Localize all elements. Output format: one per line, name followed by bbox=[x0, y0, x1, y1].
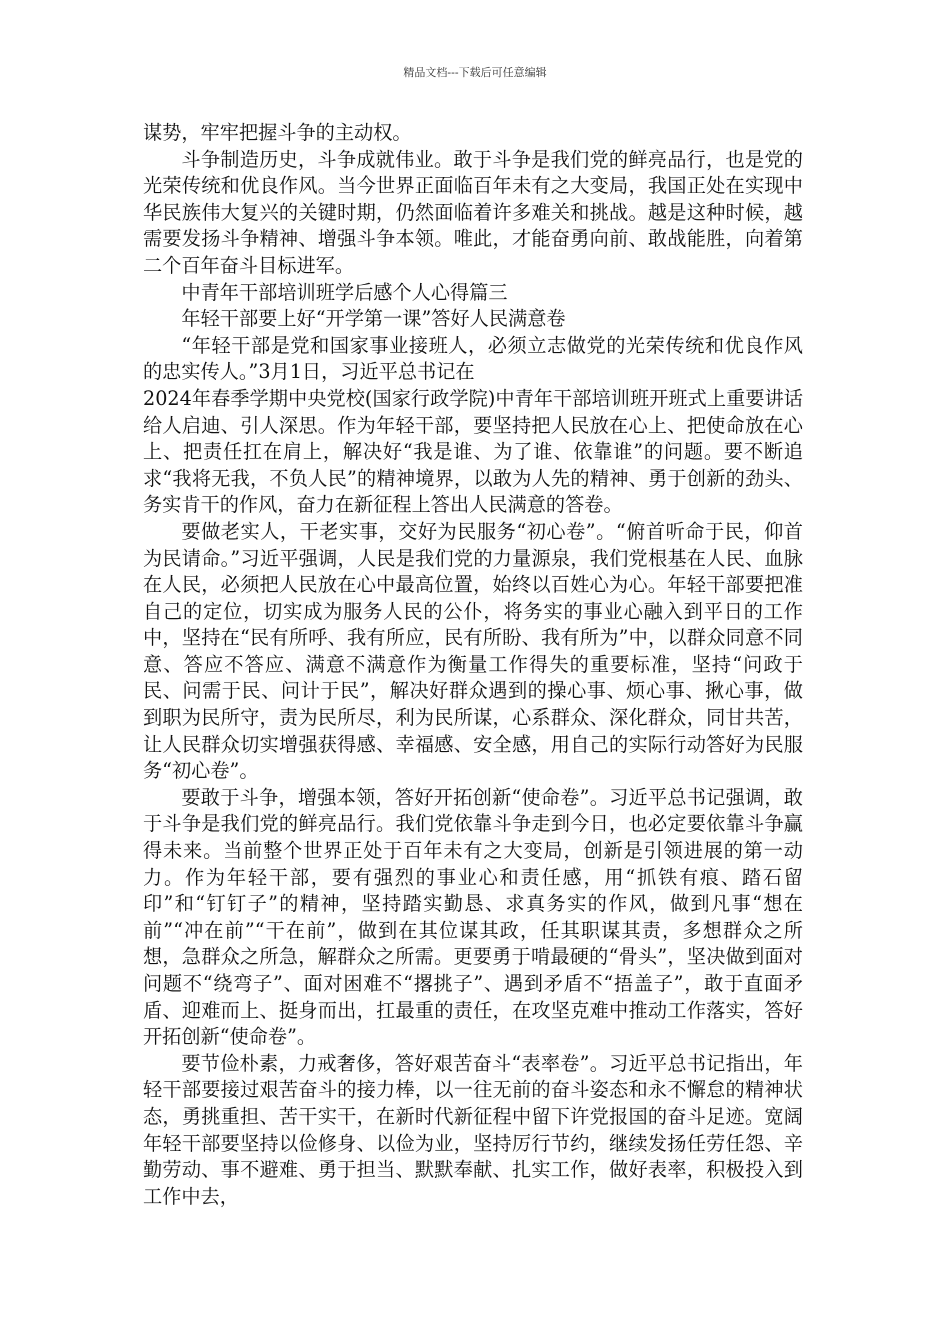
paragraph: 要做老实人，干老实事，交好为民服务“初心卷”。“俯首听命于民，仰首为民请命。”习近平强调，人民是我们党的力量源泉，我们党根基在人民、血脉在人民，必须把人民放在心中最高位置，始终以百姓心为心。年轻干部要把准自己的定位，切实成为服务人民的公仆，将务实的事业心融入到平日的工作中，坚持在“民有所呼、我有所应，民有所盼、我有所为”中，以群众同意不同意、答应不答应、满意不满意作为衡量工作得失的重要标准，坚持“问政于民、问需于民、问计于民”，解决好群众遇到的操心事、烦心事、揪心事，做到职为民所守，责为民所尽，利为民所谋，心系群众、深化群众，同甘共苦，让人民群众切实增强获得感、幸福感、安全感，用自己的实际行动答好为民服务“初心卷”。 bbox=[143, 519, 803, 783]
paragraph: 斗争制造历史，斗争成就伟业。敢于斗争是我们党的鲜亮品行，也是党的光荣传统和优良作风。当今世界正面临百年未有之大变局，我国正处在实现中华民族伟大复兴的关键时期，仍然面临着许多难关和挑战。越是这种时候，越需要发扬斗争精神、增强斗争本领。唯此，才能奋勇向前、敢战能胜，向着第二个百年奋斗目标进军。 bbox=[143, 147, 803, 277]
document-body bbox=[143, 120, 803, 1210]
page-header-note: 精品文档---下载后可任意编辑 bbox=[403, 66, 547, 79]
paragraph: “年轻干部是党和国家事业接班人，必须立志做党的光荣传统和优良作风的忠实传人。”3月1日，习近平总书记在 bbox=[143, 333, 803, 384]
section-title: 中青年干部培训班学后感个人心得篇三 bbox=[181, 280, 508, 304]
paragraph: 要敢于斗争，增强本领，答好开拓创新“使命卷”。习近平总书记强调，敢于斗争是我们党的鲜亮品行。我们党依靠斗争走到今日，也必定要依靠斗争赢得未来。当前整个世界正处于百年未有之大变局，创新是引领进展的第一动力。作为年轻干部，要有强烈的事业心和责任感，用“抓铁有痕、踏石留印”和“钉钉子”的精神，坚持踏实勤恳、求真务实的作风，做到凡事“想在前”“冲在前”“干在前”，做到在其位谋其政，任其职谋其责，多想群众之所想，急群众之所急，解群众之所需。更要勇于啃最硬的“骨头”，坚决做到面对问题不“绕弯子”、面对困难不“撂挑子”、遇到矛盾不“捂盖子”，敢于直面矛盾、迎难而上、挺身而出，扛最重的责任，在攻坚克难中推动工作落实，答好开拓创新“使命卷”。 bbox=[143, 785, 803, 1049]
article-title: 年轻干部要上好“开学第一课”答好人民满意卷 bbox=[181, 307, 566, 331]
paragraph: 要节俭朴素，力戒奢侈，答好艰苦奋斗“表率卷”。习近平总书记指出，年轻干部要接过艰苦奋斗的接力棒，以一往无前的奋斗姿态和永不懈怠的精神状态，勇挑重担、苦干实干，在新时代新征程中留下许党报国的奋斗足迹。宽阔年轻干部要坚持以俭修身、以俭为业，坚持厉行节约，继续发扬任劳任怨、辛勤劳动、事不避难、勇于担当、默默奉献、扎实工作，做好表率，积极投入到工作中去， bbox=[143, 1051, 803, 1208]
paragraph: 谋势，牢牢把握斗争的主动权。 bbox=[143, 121, 412, 144]
paragraph: 2024年春季学期中央党校(国家行政学院)中青年干部培训班开班式上重要讲话给人启迪、引人深思。作为年轻干部，要坚持把人民放在心上、把使命放在心上、把责任扛在肩上，解决好“我是谁、为了谁、依靠谁”的问题。要不断追求“我将无我，不负人民”的精神境界，以敢为人先的精神、勇于创新的劲头、务实肯干的作风，奋力在新征程上答出人民满意的答卷。 bbox=[143, 386, 803, 517]
